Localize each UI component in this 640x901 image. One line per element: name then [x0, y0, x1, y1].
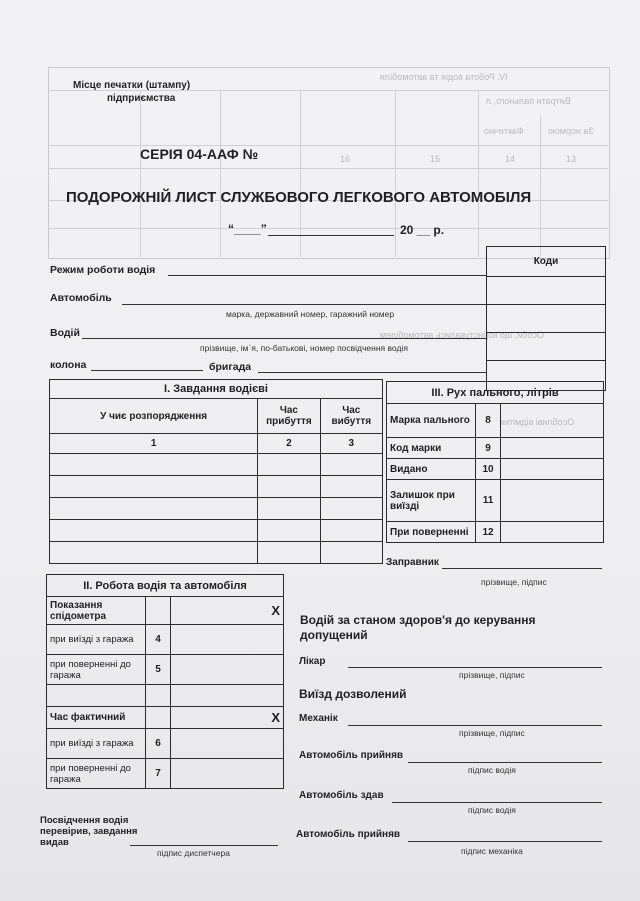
car-accepted-label: Автомобіль прийняв	[299, 750, 404, 761]
car-accepted2-label: Автомобіль прийняв	[296, 829, 401, 840]
task-cell[interactable]	[50, 520, 258, 542]
fuel-row-num: 12	[476, 522, 501, 543]
reverse-ghost-line	[140, 90, 141, 257]
driver-hint: прізвище, ім`я, по-батькові, номер посвідчення водія	[200, 343, 408, 353]
health-title: Водій за станом здоров'я до керування допущений	[300, 613, 536, 642]
task-cell[interactable]	[258, 520, 320, 542]
reverse-ghost-line	[395, 90, 396, 257]
task-cell[interactable]	[50, 542, 258, 564]
time-row-label: при виїзді з гаража	[47, 729, 146, 759]
mechanic-line[interactable]	[348, 725, 602, 726]
fuel-title: III. Рух пального, літрів	[387, 382, 604, 404]
fuel-row-num: 8	[476, 404, 501, 438]
odometer-row-num: 4	[146, 625, 171, 655]
reverse-ghost-title: IV. Робота водія та автомобіля	[380, 72, 508, 82]
fuel-row-label: Код марки	[387, 438, 476, 459]
odometer-blank	[146, 597, 171, 625]
codes-title: Коди	[487, 247, 606, 277]
reverse-ghost-line	[478, 90, 479, 257]
car-handed-hint: підпис водія	[468, 805, 516, 815]
date-day: “____”	[228, 222, 267, 236]
car-accepted2-hint: підпис механіка	[461, 846, 523, 856]
odometer-row-label: при поверненні до гаража	[47, 655, 146, 685]
car-accepted-line[interactable]	[408, 762, 602, 763]
time-row-label: при поверненні до гаража	[47, 759, 146, 789]
code-cell[interactable]	[487, 333, 606, 361]
task-cell[interactable]	[50, 454, 258, 476]
dispatcher-line[interactable]	[130, 845, 278, 846]
task-cell[interactable]	[258, 498, 320, 520]
car-accepted2-line[interactable]	[408, 841, 602, 842]
column-label: колона	[50, 359, 87, 371]
driver-mode-label: Режим роботи водія	[50, 264, 156, 276]
task-col-arrival: Час прибуття	[258, 399, 320, 434]
task-num-2: 2	[258, 434, 320, 454]
task-col-departure: Час вибуття	[320, 399, 382, 434]
date-month-line[interactable]	[268, 235, 394, 236]
reverse-ghost-num: 14	[505, 154, 516, 164]
odometer-label: Показання спідометра	[47, 597, 146, 625]
task-cell[interactable]	[258, 454, 320, 476]
brigade-line[interactable]	[258, 372, 486, 373]
car-line[interactable]	[122, 304, 486, 305]
fuel-row-num: 11	[476, 480, 501, 522]
work-blank	[146, 685, 171, 707]
odometer-value-cell[interactable]	[171, 655, 284, 685]
driver-label: Водій	[50, 327, 80, 339]
task-cell[interactable]	[258, 476, 320, 498]
car-handed-line[interactable]	[392, 802, 602, 803]
task-col-order: У чиє розпорядження	[50, 399, 258, 434]
work-blank	[171, 685, 284, 707]
reverse-ghost-line	[48, 228, 608, 229]
reverse-ghost-line	[300, 90, 301, 257]
reverse-ghost-note: Особливі відмітки	[500, 417, 575, 427]
mechanic-label: Механік	[299, 713, 338, 724]
refueler-label: Заправник	[386, 557, 439, 568]
driver-mode-line[interactable]	[168, 275, 486, 276]
date-year: 20 __ р.	[400, 223, 445, 237]
work-title: II. Робота водія та автомобіля	[47, 575, 284, 597]
time-value-cell[interactable]	[171, 759, 284, 789]
task-cell[interactable]	[258, 542, 320, 564]
mechanic-hint: прізвище, підпис	[459, 728, 525, 738]
driver-task-table	[49, 379, 383, 564]
code-cell[interactable]	[487, 305, 606, 333]
task-cell[interactable]	[320, 520, 382, 542]
odometer-value-cell[interactable]	[171, 625, 284, 655]
driver-work-table	[46, 574, 284, 789]
task-num-1: 1	[50, 434, 258, 454]
actual-time-label: Час фактичний	[47, 707, 146, 729]
car-handed-label: Автомобіль здав	[299, 790, 384, 801]
task-num-3: 3	[320, 434, 382, 454]
dispatcher-hint: підпис диспетчера	[157, 848, 230, 858]
fuel-value-cell[interactable]	[501, 459, 604, 480]
fuel-value-cell[interactable]	[501, 438, 604, 459]
time-row-num: 7	[146, 759, 171, 789]
fuel-row-num: 10	[476, 459, 501, 480]
doctor-hint: прізвище, підпис	[459, 670, 525, 680]
column-line[interactable]	[91, 370, 203, 371]
odometer-row-num: 5	[146, 655, 171, 685]
doctor-label: Лікар	[299, 656, 326, 667]
reverse-ghost-head: Фактично	[484, 126, 524, 136]
fuel-row-label: Видано	[387, 459, 476, 480]
reverse-ghost-num: 15	[430, 154, 441, 164]
departure-allowed: Виїзд дозволений	[299, 687, 407, 701]
fuel-row-num: 9	[476, 438, 501, 459]
fuel-value-cell[interactable]	[501, 404, 604, 438]
reverse-ghost-num: 16	[340, 154, 351, 164]
stamp-place-label: Місце печатки (штампу)	[73, 80, 191, 91]
driver-line[interactable]	[82, 338, 486, 339]
series-number: СЕРІЯ 04-ААФ №	[140, 146, 259, 162]
reverse-ghost-num: 13	[566, 154, 577, 164]
fuel-row-label: Залишок при виїзді	[387, 480, 476, 522]
reverse-ghost-line	[220, 90, 221, 257]
task-cell[interactable]	[320, 476, 382, 498]
codes-table	[486, 246, 606, 391]
car-hint: марка, державний номер, гаражний номер	[226, 309, 395, 319]
time-value-cell[interactable]	[171, 729, 284, 759]
reverse-ghost-line	[48, 168, 608, 169]
refueler-hint: прізвище, підпис	[481, 577, 547, 587]
time-row-num: 6	[146, 729, 171, 759]
task-cell[interactable]	[320, 542, 382, 564]
fuel-value-cell[interactable]	[501, 480, 604, 522]
task-cell[interactable]	[50, 498, 258, 520]
fuel-movement-table	[386, 381, 604, 543]
license-checked-label: Посвідчення водія перевірив, завдання видав	[40, 815, 138, 848]
brigade-label: бригада	[209, 361, 252, 373]
task-cell[interactable]	[320, 454, 382, 476]
task-title: I. Завдання водієві	[50, 380, 383, 399]
doctor-line[interactable]	[348, 667, 602, 668]
fuel-row-label: Марка пального	[387, 404, 476, 438]
stamp-org-label: підприємства	[107, 93, 176, 104]
code-cell[interactable]	[487, 277, 606, 305]
reverse-ghost-line	[48, 145, 608, 146]
odometer-x-mark: X	[171, 597, 284, 625]
reverse-ghost-line	[540, 115, 541, 257]
form-title: ПОДОРОЖНІЙ ЛИСТ СЛУЖБОВОГО ЛЕГКОВОГО АВТОМОБІЛЯ	[66, 189, 532, 206]
work-blank	[47, 685, 146, 707]
car-label: Автомобіль	[50, 292, 112, 304]
task-cell[interactable]	[320, 498, 382, 520]
task-cell[interactable]	[50, 476, 258, 498]
refueler-line[interactable]	[442, 568, 602, 569]
actual-time-x-mark: X	[171, 707, 284, 729]
fuel-value-cell[interactable]	[501, 522, 604, 543]
reverse-ghost-head: Витрати пального, л	[486, 96, 571, 106]
fuel-row-label: При поверненні	[387, 522, 476, 543]
car-accepted-hint: підпис водія	[468, 765, 516, 775]
reverse-ghost-head: За нормою	[548, 126, 594, 136]
actual-time-blank	[146, 707, 171, 729]
odometer-row-label: при виїзді з гаража	[47, 625, 146, 655]
reverse-ghost-note: Особи, що користувались автомобілем	[380, 330, 544, 340]
